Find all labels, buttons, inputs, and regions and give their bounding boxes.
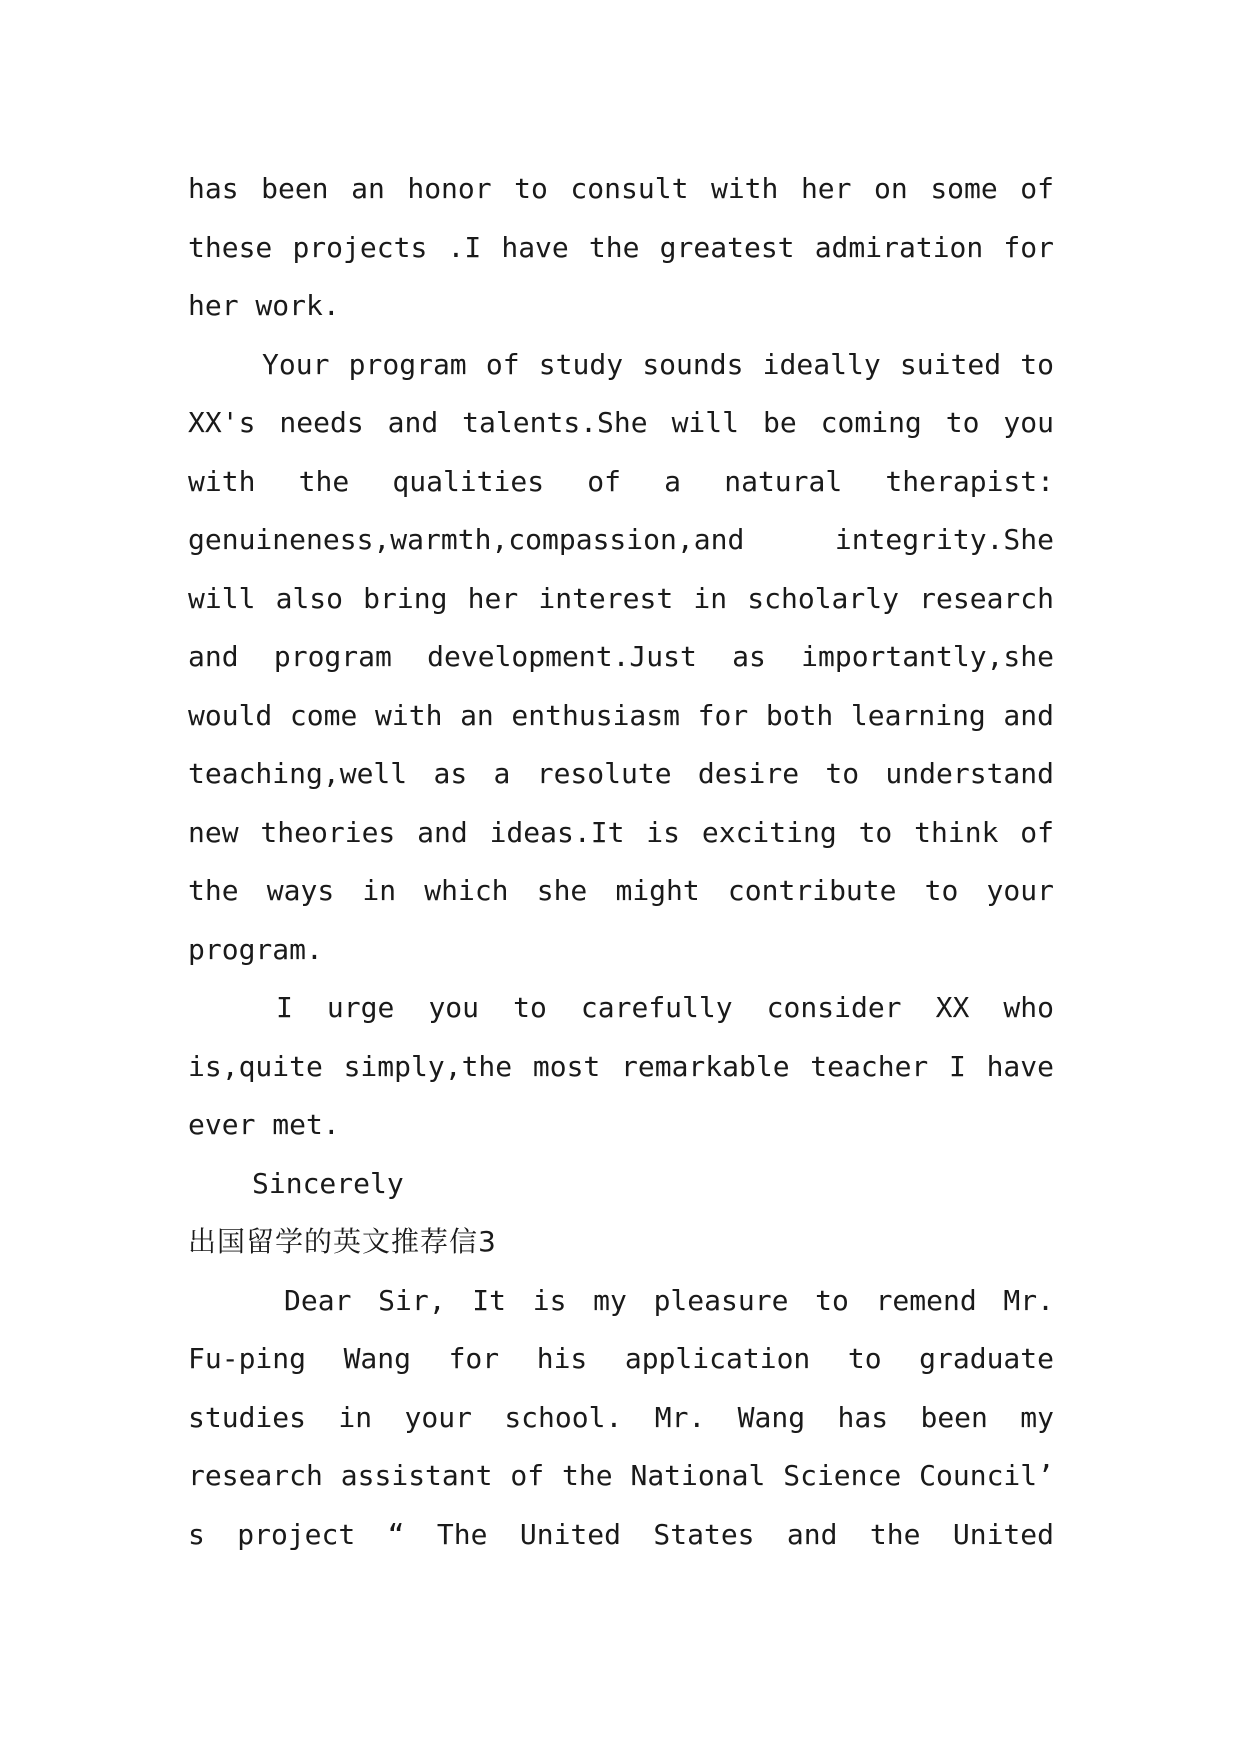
text-line: studies in your school. Mr. Wang has been my (188, 1400, 1054, 1434)
text-line: ever met. (188, 1108, 340, 1141)
text-line: program. (188, 932, 323, 966)
document-body (188, 160, 1054, 1564)
closing-line: Sincerely (252, 1166, 404, 1200)
text-line: genuineness,warmth,compassion,and integrity.She (188, 523, 1054, 556)
text-line: I urge you to carefully consider XX who (276, 991, 1054, 1024)
text-line: new theories and ideas.It is exciting to think of (188, 815, 1054, 849)
text-line: teaching,well as a resolute desire to understand (188, 757, 1054, 790)
text-line: with the qualities of a natural therapist: (188, 464, 1054, 498)
text-line: Your program of study sounds ideally suited to (262, 347, 1054, 381)
text-line: her work. (188, 289, 340, 322)
text-line: would come with an enthusiasm for both learning and (188, 698, 1054, 732)
text-line: and program development.Just as importantly,she (188, 640, 1054, 673)
text-line: Dear Sir, It is my pleasure to remend Mr. (284, 1283, 1054, 1317)
text-line: XX's needs and talents.She will be coming to you (188, 406, 1054, 439)
text-line: s project “ The United States and the United (188, 1517, 1054, 1551)
text-line: is,quite simply,the most remarkable teacher I have (188, 1049, 1054, 1083)
text-line: will also bring her interest in scholarly research (188, 581, 1054, 615)
text-line: the ways in which she might contribute to your (188, 874, 1054, 907)
text-line: research assistant of the National Science Council’ (188, 1459, 1054, 1492)
text-line: has been an honor to consult with her on some of (188, 172, 1054, 205)
section-heading: 出国留学的英文推荐信3 (188, 1225, 497, 1258)
text-line: Fu-ping Wang for his application to graduate (188, 1342, 1054, 1375)
text-line: these projects .I have the greatest admiration for (188, 230, 1054, 264)
